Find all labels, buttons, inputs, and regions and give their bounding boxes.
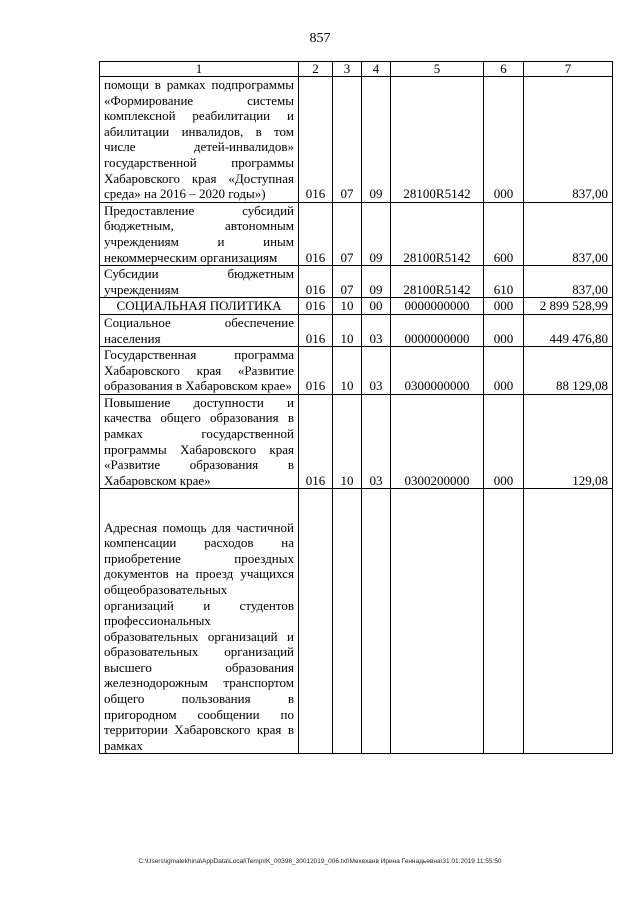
row-amount: 449 476,80 bbox=[524, 314, 613, 346]
row-expense-type: 000 bbox=[484, 77, 524, 203]
row-target: 28100R5142 bbox=[391, 266, 484, 298]
row-section: 07 bbox=[333, 77, 362, 203]
row-ministry: 016 bbox=[299, 202, 333, 265]
row-section: 07 bbox=[333, 266, 362, 298]
col-header-expense-type: 6 bbox=[484, 62, 524, 77]
col-header-ministry: 2 bbox=[299, 62, 333, 77]
table-row bbox=[100, 314, 613, 346]
row-ministry: 016 bbox=[299, 298, 333, 315]
row-target bbox=[391, 489, 484, 754]
row-description: СОЦИАЛЬНАЯ ПОЛИТИКА bbox=[100, 298, 299, 315]
row-description: помощи в рамках подпрограммы «Формирование системы комплексной реабилитации и абилитации инвалидов, в том числе детей-инвалидов» государственной программы Хабаровского края «Доступная среда» на 2016 – 2020 годы») bbox=[100, 77, 299, 203]
row-description: Адресная помощь для частичной компенсации расходов на приобретение проездных документов на проезд учащихся общеобразовательных организаций и студентов профессиональных образовательных организаций и образовательных организаций высшего образования железнодорожным транспортом общего пользования в пригородном сообщении по территории Хабаровского края в рамках bbox=[100, 489, 299, 754]
row-amount bbox=[524, 489, 613, 754]
row-section bbox=[333, 489, 362, 754]
row-target: 28100R5142 bbox=[391, 77, 484, 203]
row-amount: 2 899 528,99 bbox=[524, 298, 613, 315]
row-amount: 88 129,08 bbox=[524, 347, 613, 395]
row-description: Государственная программа Хабаровского края «Развитие образования в Хабаровском крае» bbox=[100, 347, 299, 395]
row-section: 10 bbox=[333, 347, 362, 395]
row-subsection: 09 bbox=[362, 77, 391, 203]
table-row bbox=[100, 394, 613, 489]
row-description: Повышение доступности и качества общего образования в рамках государственной программы Хабаровского края «Развитие образования в Хабаровском крае» bbox=[100, 394, 299, 489]
row-ministry: 016 bbox=[299, 394, 333, 489]
row-ministry: 016 bbox=[299, 314, 333, 346]
row-expense-type: 600 bbox=[484, 202, 524, 265]
col-header-subsection: 4 bbox=[362, 62, 391, 77]
col-header-description: 1 bbox=[100, 62, 299, 77]
row-ministry: 016 bbox=[299, 77, 333, 203]
row-expense-type: 000 bbox=[484, 347, 524, 395]
row-subsection bbox=[362, 489, 391, 754]
row-expense-type bbox=[484, 489, 524, 754]
row-ministry: 016 bbox=[299, 266, 333, 298]
row-description: Субсидии бюджетным учреждениям bbox=[100, 266, 299, 298]
row-section: 07 bbox=[333, 202, 362, 265]
row-target: 0000000000 bbox=[391, 314, 484, 346]
row-amount: 837,00 bbox=[524, 202, 613, 265]
page-number: 857 bbox=[309, 31, 331, 46]
row-description: Предоставление субсидий бюджетным, автономным учреждениям и иным некоммерческим организациям bbox=[100, 202, 299, 265]
budget-table bbox=[99, 61, 613, 754]
row-ministry: 016 bbox=[299, 347, 333, 395]
row-target: 0300200000 bbox=[391, 394, 484, 489]
table-row bbox=[100, 347, 613, 395]
row-amount: 129,08 bbox=[524, 394, 613, 489]
row-section: 10 bbox=[333, 298, 362, 315]
row-subsection: 00 bbox=[362, 298, 391, 315]
row-subsection: 09 bbox=[362, 202, 391, 265]
row-subsection: 09 bbox=[362, 266, 391, 298]
table-row bbox=[100, 298, 613, 315]
row-section: 10 bbox=[333, 314, 362, 346]
col-header-amount: 7 bbox=[524, 62, 613, 77]
row-expense-type: 000 bbox=[484, 298, 524, 315]
row-amount: 837,00 bbox=[524, 266, 613, 298]
file-path-footer: C:\Users\igmalekhina\AppData\Local\Temp\IK_00398_30012019_006.txt\Мехеханв Ирина Геннадьевна\31.01.2019 11:55:50 bbox=[138, 858, 502, 865]
table-row bbox=[100, 202, 613, 265]
row-subsection: 03 bbox=[362, 394, 391, 489]
row-expense-type: 000 bbox=[484, 394, 524, 489]
row-expense-type: 610 bbox=[484, 266, 524, 298]
row-ministry bbox=[299, 489, 333, 754]
col-header-section: 3 bbox=[333, 62, 362, 77]
row-target: 0000000000 bbox=[391, 298, 484, 315]
row-amount: 837,00 bbox=[524, 77, 613, 203]
row-expense-type: 000 bbox=[484, 314, 524, 346]
row-target: 0300000000 bbox=[391, 347, 484, 395]
row-subsection: 03 bbox=[362, 347, 391, 395]
table-row bbox=[100, 77, 613, 203]
table-row bbox=[100, 266, 613, 298]
row-target: 28100R5142 bbox=[391, 202, 484, 265]
col-header-target: 5 bbox=[391, 62, 484, 77]
row-description: Социальное обеспечение населения bbox=[100, 314, 299, 346]
row-section: 10 bbox=[333, 394, 362, 489]
header-row bbox=[100, 62, 613, 77]
row-subsection: 03 bbox=[362, 314, 391, 346]
table-row bbox=[100, 489, 613, 754]
